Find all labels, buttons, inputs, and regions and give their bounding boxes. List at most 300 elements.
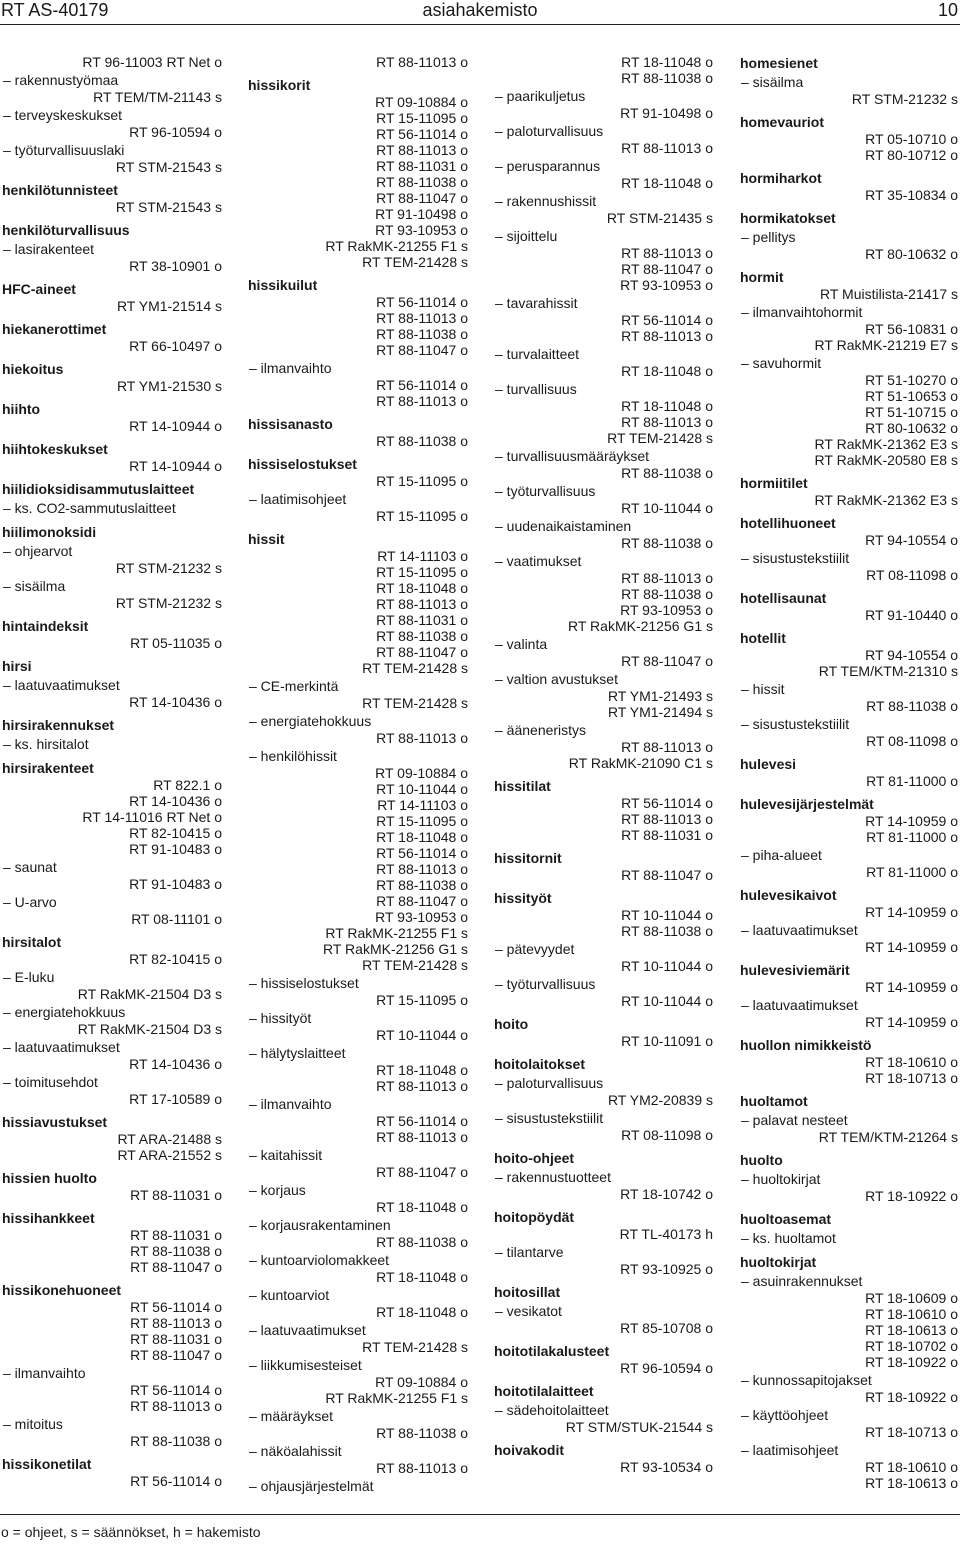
reference-code: RT 51-10715 o	[865, 404, 958, 420]
index-heading: hulevesiviemärit	[740, 962, 850, 978]
reference-code: RT 18-11048 o	[621, 363, 713, 379]
reference-code: RT 18-11048 o	[621, 398, 713, 414]
index-subentry: – valtion avustukset	[495, 671, 618, 687]
reference-code: RT 88-11013 o	[130, 1398, 222, 1414]
reference-code: RT RakMK-21255 F1 s	[325, 238, 468, 254]
reference-code: RT 93-10925 o	[620, 1261, 713, 1277]
reference-code: RT 05-11035 o	[130, 635, 222, 651]
index-subentry: – paloturvallisuus	[495, 123, 604, 139]
reference-code: RT 18-11048 o	[376, 829, 468, 845]
reference-code: RT 09-10884 o	[375, 94, 468, 110]
index-heading: hiilimonoksidi	[2, 524, 97, 540]
reference-code: RT STM-21232 s	[115, 560, 222, 576]
reference-code: RT 88-11013 o	[376, 393, 468, 409]
index-heading: hiekoitus	[2, 361, 64, 377]
reference-code: RT 15-11095 o	[376, 992, 468, 1008]
reference-code: RT 14-11103 o	[377, 548, 468, 564]
reference-code: RT 88-11038 o	[866, 698, 958, 714]
index-heading: hissitilat	[494, 778, 551, 794]
index-heading: hintaindeksit	[2, 618, 89, 634]
index-heading: hormit	[740, 269, 784, 285]
index-subentry: – valinta	[495, 636, 548, 652]
index-heading: hormikatokset	[740, 210, 836, 226]
reference-code: RT 18-10610 o	[865, 1054, 958, 1070]
index-subentry: – hissityöt	[249, 1010, 312, 1026]
reference-code: RT YM1-21514 s	[116, 298, 222, 314]
reference-code: RT 88-11031 o	[621, 827, 713, 843]
index-subentry: – ilmanvaihto	[3, 1365, 86, 1381]
index-heading: hotellisaunat	[740, 590, 827, 606]
index-heading: huoltoasemat	[740, 1211, 832, 1227]
reference-code: RT TEM-21428 s	[362, 254, 468, 270]
index-heading: hormiitilet	[740, 475, 808, 491]
reference-code: RT 10-11044 o	[621, 958, 713, 974]
reference-code: RT 18-11048 o	[376, 1269, 468, 1285]
reference-code: RT 88-11013 o	[621, 245, 713, 261]
index-subentry: – laatuvaatimukset	[3, 677, 120, 693]
section-title: asiahakemisto	[422, 0, 538, 20]
reference-code: RT 56-11014 o	[130, 1299, 222, 1315]
reference-code: RT Muistilista-21417 s	[820, 286, 958, 302]
reference-code: RT 88-11038 o	[376, 326, 468, 342]
reference-code: RT 08-11098 o	[866, 567, 958, 583]
reference-code: RT 10-11044 o	[621, 993, 713, 1009]
reference-code: RT STM-21543 s	[115, 199, 222, 215]
reference-code: RT 822.1 o	[153, 777, 222, 793]
index-heading: hulevesijärjestelmät	[740, 796, 874, 812]
index-heading: hissikuilut	[248, 277, 318, 293]
reference-code: RT 14-10436 o	[129, 1056, 222, 1072]
reference-code: RT 88-11038 o	[376, 433, 468, 449]
reference-code: RT 08-11098 o	[866, 733, 958, 749]
reference-code: RT 96-10594 o	[620, 1360, 713, 1376]
index-subentry: – korjausrakentaminen	[249, 1217, 391, 1233]
reference-code: RT 14-10959 o	[865, 813, 958, 829]
reference-code: RT 88-11013 o	[376, 1460, 468, 1476]
index-subentry: – rakennushissit	[495, 193, 597, 209]
index-heading: hissikonetilat	[2, 1456, 92, 1472]
reference-code: RT 15-11095 o	[376, 473, 468, 489]
reference-code: RT STM/STUK-21544 s	[565, 1419, 713, 1435]
index-subentry: – piha-alueet	[741, 847, 822, 863]
index-subentry: – ohjearvot	[3, 543, 73, 559]
reference-code: RT 10-11044 o	[621, 907, 713, 923]
index-subentry: – työturvallisuus	[495, 976, 596, 992]
reference-code: RT 93-10953 o	[620, 277, 713, 293]
index-subentry: – E-luku	[3, 969, 55, 985]
index-subentry: – ääneneristys	[495, 722, 587, 738]
reference-code: RT 91-10498 o	[620, 105, 713, 121]
reference-code: RT 88-11047 o	[621, 653, 713, 669]
reference-code: RT 88-11013 o	[376, 1078, 468, 1094]
index-subentry: – uudenaikaistaminen	[495, 518, 632, 534]
reference-code: RT 18-11048 o	[376, 580, 468, 596]
reference-code: RT RakMK-21090 C1 s	[568, 755, 713, 771]
reference-code: RT 88-11038 o	[621, 465, 713, 481]
reference-code: RT 18-10713 o	[865, 1070, 958, 1086]
index-heading: hotellit	[740, 630, 786, 646]
reference-code: RT 15-11095 o	[376, 508, 468, 524]
reference-code: RT 88-11038 o	[621, 70, 713, 86]
reference-code: RT 91-10498 o	[375, 206, 468, 222]
reference-code: RT 14-10959 o	[865, 1014, 958, 1030]
index-heading: hoivakodit	[494, 1442, 565, 1458]
reference-code: RT 88-11013 o	[376, 142, 468, 158]
index-subentry: – sisustustekstiilit	[741, 550, 850, 566]
reference-code: RT RakMK-21255 F1 s	[325, 925, 468, 941]
index-heading: hirsi	[2, 658, 32, 674]
reference-code: RT 10-11044 o	[376, 781, 468, 797]
index-heading: hiekanerottimet	[2, 321, 107, 337]
index-subentry: – terveyskeskukset	[3, 107, 123, 123]
reference-code: RT RakMK-21362 E3 s	[814, 436, 958, 452]
index-heading: hirsirakennukset	[2, 717, 115, 733]
reference-code: RT 18-10613 o	[865, 1322, 958, 1338]
index-heading: hoitosillat	[494, 1284, 561, 1300]
reference-code: RT STM-21435 s	[606, 210, 713, 226]
reference-code: RT 56-11014 o	[621, 312, 713, 328]
reference-code: RT 05-10710 o	[865, 131, 958, 147]
index-subentry: – työturvallisuus	[495, 483, 596, 499]
reference-code: RT 88-11013 o	[376, 596, 468, 612]
reference-code: RT 14-10944 o	[129, 458, 222, 474]
reference-code: RT 82-10415 o	[129, 825, 222, 841]
reference-code: RT 38-10901 o	[129, 258, 222, 274]
reference-code: RT 88-11013 o	[376, 1129, 468, 1145]
index-column-3	[494, 54, 713, 1475]
index-subentry: – pätevyydet	[495, 941, 575, 957]
reference-code: RT 18-11048 o	[376, 1199, 468, 1215]
index-heading: hoito-ohjeet	[494, 1150, 575, 1166]
reference-code: RT 91-10440 o	[865, 607, 958, 623]
reference-code: RT 88-11013 o	[130, 1315, 222, 1331]
index-heading: huollon nimikkeistö	[740, 1037, 872, 1053]
reference-code: RT 56-11014 o	[130, 1382, 222, 1398]
reference-code: RT 91-10483 o	[129, 841, 222, 857]
index-subentry: – turvalaitteet	[495, 346, 580, 362]
index-subentry: – rakennustyömaa	[3, 72, 119, 88]
index-subentry: – vaatimukset	[495, 553, 582, 569]
reference-code: RT 51-10653 o	[865, 388, 958, 404]
reference-code: RT YM2-20839 s	[607, 1092, 713, 1108]
reference-code: RT 88-11013 o	[376, 310, 468, 326]
index-subentry: – paloturvallisuus	[495, 1075, 604, 1091]
index-subentry: – palavat nesteet	[741, 1112, 848, 1128]
reference-code: RT 88-11047 o	[130, 1347, 222, 1363]
index-subentry: – toimitusehdot	[3, 1074, 98, 1090]
reference-code: RT 81-11000 o	[866, 864, 958, 880]
reference-code: RT RakMK-21219 E7 s	[814, 337, 958, 353]
reference-code: RT 18-10702 o	[865, 1338, 958, 1354]
reference-code: RT 88-11038 o	[130, 1243, 222, 1259]
index-heading: homesienet	[740, 55, 818, 71]
reference-code: RT 18-11048 o	[376, 1304, 468, 1320]
footer-rule	[0, 1514, 960, 1515]
reference-code: RT 18-10713 o	[865, 1424, 958, 1440]
reference-code: RT 88-11038 o	[376, 1234, 468, 1250]
reference-code: RT RakMK-21255 F1 s	[325, 1390, 468, 1406]
reference-code: RT 80-10712 o	[865, 147, 958, 163]
index-heading: henkilöturvallisuus	[2, 222, 130, 238]
index-heading: hissisanasto	[248, 416, 333, 432]
index-column-4	[740, 54, 958, 1491]
reference-code: RT 88-11047 o	[621, 867, 713, 883]
reference-code: RT 80-10632 o	[865, 246, 958, 262]
reference-code: RT 88-11013 o	[621, 811, 713, 827]
reference-code: RT 88-11047 o	[376, 644, 468, 660]
index-heading: hoitopöydät	[494, 1209, 575, 1225]
index-heading: hoito	[494, 1016, 529, 1032]
index-heading: hirsirakenteet	[2, 760, 94, 776]
index-subentry: – käyttöohjeet	[741, 1407, 829, 1423]
reference-code: RT 88-11031 o	[130, 1331, 222, 1347]
index-subentry: – mitoitus	[3, 1416, 63, 1432]
index-subentry: – ks. CO2-sammutuslaitteet	[3, 500, 176, 516]
reference-code: RT TEM-21428 s	[607, 430, 713, 446]
reference-code: RT ARA-21552 s	[117, 1147, 222, 1163]
index-subentry: – ilmanvaihtohormit	[741, 304, 863, 320]
index-column-1	[2, 54, 222, 1489]
reference-code: RT 08-11101 o	[131, 911, 222, 927]
index-heading: homevauriot	[740, 114, 825, 130]
reference-code: RT 14-10959 o	[865, 904, 958, 920]
index-subentry: – ks. huoltamot	[741, 1230, 836, 1246]
reference-code: RT 81-11000 o	[866, 829, 958, 845]
index-subentry: – laatuvaatimukset	[741, 922, 858, 938]
index-subentry: – tilantarve	[495, 1244, 564, 1260]
index-subentry: – vesikatot	[495, 1303, 562, 1319]
index-heading: henkilötunnisteet	[2, 182, 118, 198]
reference-code: RT 17-10589 o	[129, 1091, 222, 1107]
reference-code: RT 88-11038 o	[376, 1425, 468, 1441]
index-subentry: – sisustustekstiilit	[741, 716, 850, 732]
reference-code: RT 10-11044 o	[376, 1027, 468, 1043]
reference-code: RT 93-10953 o	[620, 602, 713, 618]
reference-code: RT 35-10834 o	[865, 187, 958, 203]
reference-code: RT 93-10534 o	[620, 1459, 713, 1475]
index-heading: hoitotilakalusteet	[494, 1343, 610, 1359]
reference-code: RT 88-11013 o	[376, 54, 468, 70]
index-heading: hiilidioksidisammutuslaitteet	[2, 481, 195, 497]
reference-code: RT 56-11014 o	[376, 1113, 468, 1129]
index-subentry: – hissiselostukset	[249, 975, 359, 991]
index-subentry: – ilmanvaihto	[249, 1096, 332, 1112]
index-heading: hissikorit	[248, 77, 311, 93]
index-subentry: – korjaus	[249, 1182, 306, 1198]
reference-code: RT 10-11091 o	[621, 1033, 713, 1049]
reference-code: RT 88-11038 o	[376, 877, 468, 893]
reference-code: RT 94-10554 o	[865, 647, 958, 663]
reference-code: RT 91-10483 o	[129, 876, 222, 892]
index-subentry: – lasirakenteet	[3, 241, 95, 257]
reference-code: RT 18-10922 o	[865, 1389, 958, 1405]
index-heading: hissityöt	[494, 890, 552, 906]
index-subentry: – perusparannus	[495, 158, 601, 174]
reference-code: RT 88-11038 o	[376, 628, 468, 644]
index-subentry: – ks. hirsitalot	[3, 736, 89, 752]
index-subentry: – turvallisuusmääräykset	[495, 448, 650, 464]
index-subentry: – näköalahissit	[249, 1443, 342, 1459]
reference-code: RT 14-10436 o	[129, 793, 222, 809]
reference-code: RT 09-10884 o	[375, 1374, 468, 1390]
reference-code: RT STM-21232 s	[851, 91, 958, 107]
reference-code: RT 14-10944 o	[129, 418, 222, 434]
reference-code: RT 88-11013 o	[621, 140, 713, 156]
index-subentry: – savuhormit	[741, 355, 822, 371]
reference-code: RT 18-11048 o	[621, 175, 713, 191]
reference-code: RT 08-11098 o	[621, 1127, 713, 1143]
index-heading: hotellihuoneet	[740, 515, 836, 531]
index-subentry: – huoltokirjat	[741, 1171, 821, 1187]
reference-code: RT 14-11016 RT Net o	[82, 809, 222, 825]
reference-code: RT 15-11095 o	[376, 564, 468, 580]
reference-code: RT TEM-21428 s	[362, 660, 468, 676]
index-heading: hissien huolto	[2, 1170, 97, 1186]
reference-code: RT 56-11014 o	[376, 294, 468, 310]
reference-code: RT TEM-21428 s	[362, 695, 468, 711]
index-heading: HFC-aineet	[2, 281, 76, 297]
reference-code: RT 18-10742 o	[620, 1186, 713, 1202]
reference-code: RT 15-11095 o	[376, 110, 468, 126]
reference-code: RT 18-10609 o	[865, 1290, 958, 1306]
index-subentry: – laatuvaatimukset	[741, 997, 858, 1013]
reference-code: RT STM-21543 s	[115, 159, 222, 175]
index-heading: hissiselostukset	[248, 456, 357, 472]
reference-code: RT YM1-21494 s	[607, 704, 713, 720]
page-number: 10	[937, 0, 958, 20]
reference-code: RT 18-11048 o	[376, 1062, 468, 1078]
reference-code: RT 18-10610 o	[865, 1459, 958, 1475]
index-subentry: – tavarahissit	[495, 295, 578, 311]
index-subentry: – kuntoarviolomakkeet	[249, 1252, 390, 1268]
reference-code: RT 82-10415 o	[129, 951, 222, 967]
reference-code: RT 88-11038 o	[376, 174, 468, 190]
reference-code: RT 56-11014 o	[621, 795, 713, 811]
index-subentry: – CE-merkintä	[249, 678, 339, 694]
reference-code: RT 18-10610 o	[865, 1306, 958, 1322]
index-subentry: – asuinrakennukset	[741, 1273, 863, 1289]
index-subentry: – energiatehokkuus	[3, 1004, 126, 1020]
reference-code: RT 51-10270 o	[865, 372, 958, 388]
index-heading: huoltamot	[740, 1093, 808, 1109]
reference-code: RT 18-11048 o	[621, 54, 713, 70]
reference-code: RT 18-10922 o	[865, 1354, 958, 1370]
reference-code: RT RakMK-21256 G1 s	[568, 618, 713, 634]
reference-code: RT YM1-21530 s	[116, 378, 222, 394]
index-heading: hissihankkeet	[2, 1210, 95, 1226]
index-subentry: – sisustustekstiilit	[495, 1110, 604, 1126]
index-subentry: – henkilöhissit	[249, 748, 337, 764]
reference-code: RT 88-11013 o	[376, 730, 468, 746]
reference-code: RT 56-11014 o	[376, 126, 468, 142]
index-heading: hissit	[248, 531, 285, 547]
index-subentry: – rakennustuotteet	[495, 1169, 611, 1185]
index-subentry: – kuntoarviot	[249, 1287, 330, 1303]
index-subentry: – sisäilma	[741, 74, 804, 90]
reference-code: RT 56-11014 o	[130, 1473, 222, 1489]
index-heading: huoltokirjat	[740, 1254, 817, 1270]
reference-code: RT 88-11031 o	[376, 612, 468, 628]
reference-code: RT 88-11038 o	[621, 535, 713, 551]
index-subentry: – pellitys	[741, 229, 796, 245]
reference-code: RT STM-21232 s	[115, 595, 222, 611]
header-rule	[0, 24, 960, 25]
index-subentry: – laatimisohjeet	[249, 491, 347, 507]
index-heading: hissitornit	[494, 850, 562, 866]
index-column-2	[248, 54, 468, 1495]
reference-code: RT 88-11047 o	[376, 190, 468, 206]
reference-code: RT TEM-21428 s	[362, 957, 468, 973]
reference-code: RT ARA-21488 s	[117, 1131, 222, 1147]
reference-code: RT 81-11000 o	[866, 773, 958, 789]
reference-code: RT 88-11038 o	[621, 586, 713, 602]
legend-text: o = ohjeet, s = säännökset, h = hakemisto	[1, 1524, 261, 1540]
reference-code: RT 94-10554 o	[865, 532, 958, 548]
index-subentry: – laatuvaatimukset	[249, 1322, 366, 1338]
reference-code: RT 88-11038 o	[621, 923, 713, 939]
reference-code: RT TEM-21428 s	[362, 1339, 468, 1355]
index-subentry: – hälytyslaitteet	[249, 1045, 346, 1061]
index-subentry: – hissit	[741, 681, 785, 697]
index-subentry: – kunnossapitojakset	[741, 1372, 872, 1388]
reference-code: RT 80-10632 o	[865, 420, 958, 436]
reference-code: RT 88-11047 o	[376, 1164, 468, 1180]
reference-code: RT 96-11003 RT Net o	[82, 54, 222, 70]
reference-code: RT RakMK-21504 D3 s	[77, 1021, 222, 1037]
index-subentry: – turvallisuus	[495, 381, 577, 397]
index-subentry: – määräykset	[249, 1408, 334, 1424]
index-subentry: – paarikuljetus	[495, 88, 586, 104]
index-heading: hiihtokeskukset	[2, 441, 108, 457]
reference-code: RT 09-10884 o	[375, 765, 468, 781]
reference-code: RT 96-10594 o	[129, 124, 222, 140]
reference-code: RT 88-11013 o	[621, 328, 713, 344]
reference-code: RT 56-11014 o	[376, 377, 468, 393]
reference-code: RT 10-11044 o	[621, 500, 713, 516]
index-heading: hirsitalot	[2, 934, 62, 950]
index-heading: hulevesikaivot	[740, 887, 837, 903]
reference-code: RT 88-11031 o	[376, 158, 468, 174]
reference-code: RT RakMK-20580 E8 s	[814, 452, 958, 468]
reference-code: RT 14-10959 o	[865, 939, 958, 955]
reference-code: RT 88-11013 o	[621, 570, 713, 586]
reference-code: RT 93-10953 o	[375, 222, 468, 238]
reference-code: RT 56-11014 o	[376, 845, 468, 861]
reference-code: RT 14-11103 o	[377, 797, 468, 813]
index-subentry: – liikkumisesteiset	[249, 1357, 362, 1373]
index-heading: hissikonehuoneet	[2, 1282, 122, 1298]
index-heading: hormiharkot	[740, 170, 822, 186]
index-subentry: – sijoittelu	[495, 228, 558, 244]
reference-code: RT TL-40173 h	[619, 1226, 713, 1242]
reference-code: RT 88-11031 o	[130, 1187, 222, 1203]
index-subentry: – kaitahissit	[249, 1147, 323, 1163]
reference-code: RT 18-10613 o	[865, 1475, 958, 1491]
reference-code: RT 14-10436 o	[129, 694, 222, 710]
index-subentry: – saunat	[3, 859, 57, 875]
reference-code: RT 88-11038 o	[130, 1433, 222, 1449]
reference-code: RT 88-11047 o	[130, 1259, 222, 1275]
index-subentry: – laatuvaatimukset	[3, 1039, 120, 1055]
reference-code: RT TEM/KTM-21310 s	[818, 663, 958, 679]
index-heading: huolto	[740, 1152, 783, 1168]
index-subentry: – työturvallisuuslaki	[3, 142, 125, 158]
reference-code: RT 15-11095 o	[376, 813, 468, 829]
reference-code: RT 18-10922 o	[865, 1188, 958, 1204]
index-heading: hiihto	[2, 401, 41, 417]
reference-code: RT YM1-21493 s	[607, 688, 713, 704]
index-subentry: – sädehoitolaitteet	[495, 1402, 609, 1418]
